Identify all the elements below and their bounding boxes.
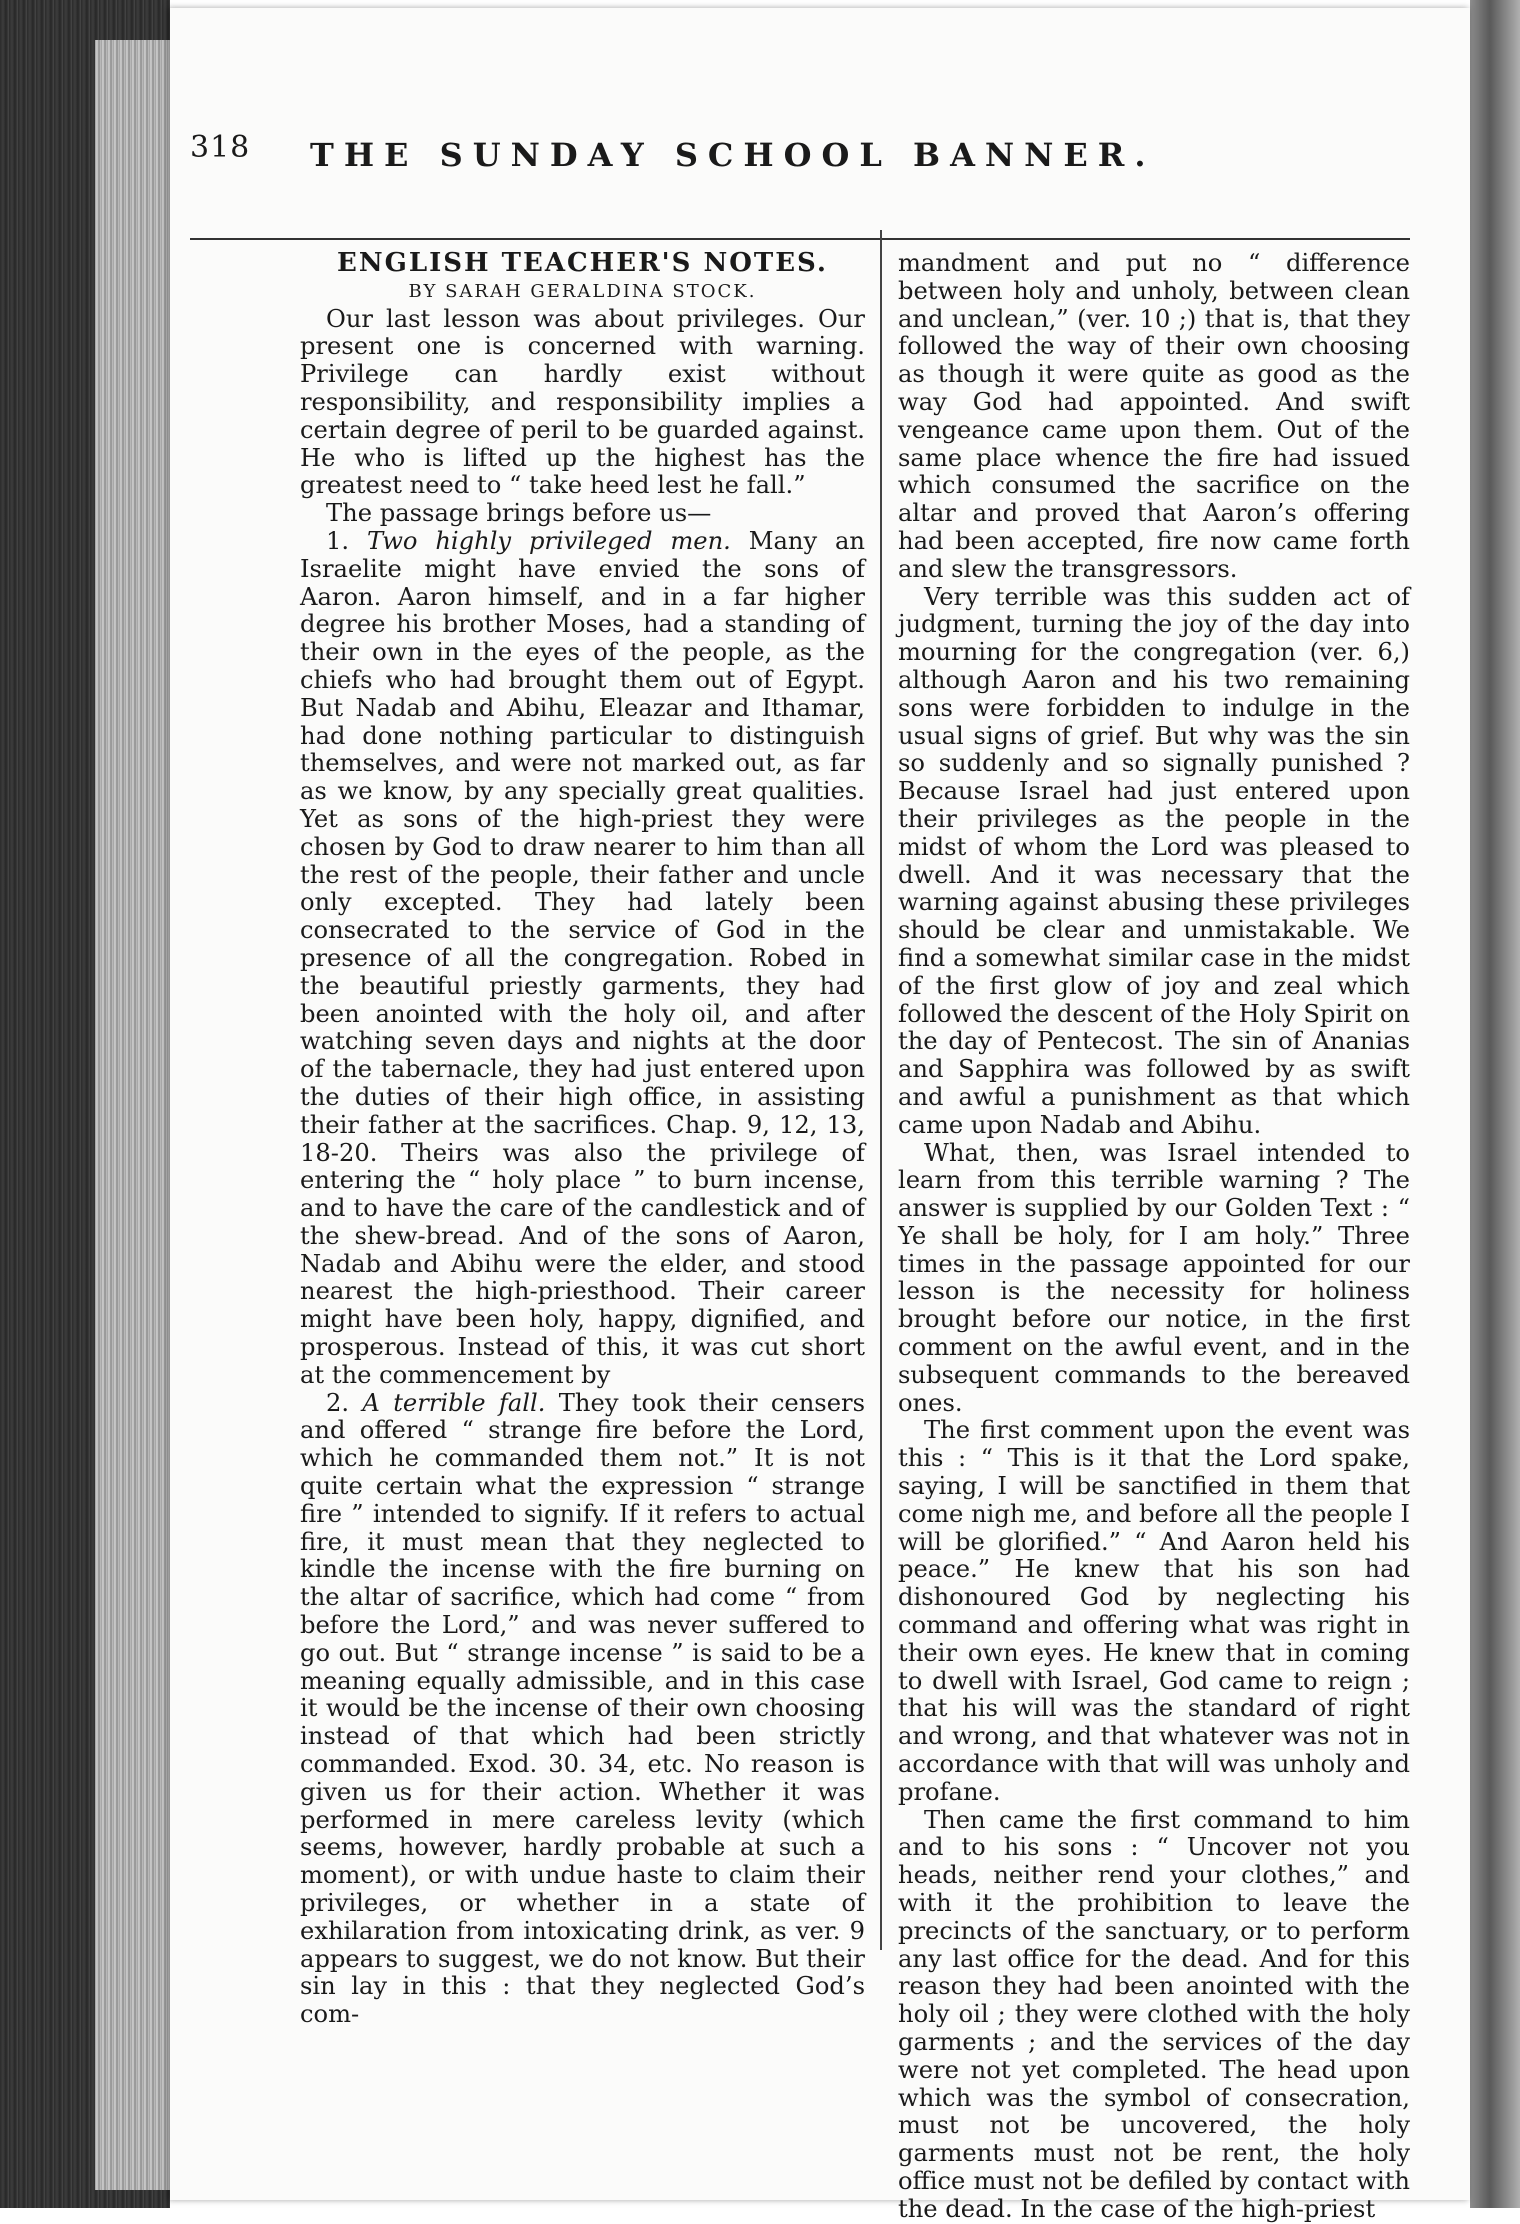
page-number: 318 — [190, 130, 251, 165]
paragraph: Our last lesson was about privileges. Our present one is concerned with warning. Privilege can hardly exist without responsibility, and responsibility implies a certain degree of peril to be guarded against. He who is lifted up the highest has the greatest need to “ take heed lest he fall.” — [300, 304, 865, 500]
paragraph: What, then, was Israel intended to learn from this terrible warning ? The answer is supplied by our Golden Text : “ Ye shall be holy, for I am holy.” Three times in the passage appointed for our lesson is the necessity for holiness brought before our notice, in the first comment on the awful event, and in the subsequent commands to the bereaved ones. — [898, 1138, 1410, 1417]
paragraph: Then came the first command to him and to his sons : “ Uncover not you heads, neither rend your clothes,” and with it the prohibition to leave the precincts of the sanctuary, or to perform any last office for the dead. And for this reason they had been anointed with the holy oil ; they were clothed with the holy garments ; and the services of the day were not yet completed. The head upon which was the symbol of consecration, must not be uncovered, the holy garments must not be rent, the holy office must not be defiled by contact with the dead. In the case of the high-priest — [898, 1805, 1410, 2223]
paragraph: Very terrible was this sudden act of judgment, turning the joy of the day into mourning for the congregation (ver. 6,) although Aaron and his two remaining sons were forbidden to indulge in the usual signs of grief. But why was the sin so suddenly and so signally punished ? Because Israel had just entered upon their privileges as the people in the midst of whom the Lord was pleased to dwell. And it was necessary that the warning against abusing these privileges should be clear and unmistakable. We find a somewhat similar case in the midst of the first glow of joy and zeal which followed the descent of the Holy Spirit on the day of Pentecost. The sin of Ananias and Sapphira was followed by as swift and awful a punishment as that which came upon Nadab and Abihu. — [898, 582, 1410, 1139]
book-page-stack — [95, 40, 180, 2190]
article-byline: BY SARAH GERALDINA STOCK. — [408, 280, 757, 302]
numbered-paragraph — [300, 528, 865, 1390]
right-column — [898, 250, 1410, 2224]
section-heading: Two highly privileged men. — [366, 526, 731, 555]
paragraph-text: They took their censers and offered “ strange fire before the Lord, which he commanded them not.” It is not quite certain what the expression “ strange fire ” intended to signify. If it refers to actual fire, it must mean that they neglected to kindle the incense with the fire burning on the altar of sacrifice, which had come “ from before the Lord,” and was never suffered to go out. But “ strange incense ” is said to be a meaning equally admissible, and in this case it would be the incense of their own choosing instead of that which had been strictly commanded. Exod. 30. 34, etc. No reason is given us for their action. Whether it was performed in mere careless levity (which seems, however, hardly probable at such a moment), or with undue haste to claim their privileges, or whether in a state of exhilaration from intoxicating drink, as ver. 9 appears to suggest, we do not know. But their sin lay in this : that they neglected God’s com- — [300, 1388, 865, 2029]
item-number: 2. — [326, 1388, 350, 1417]
item-number: 1. — [326, 526, 350, 555]
paragraph-text: Many an Israelite might have envied the sons of Aaron. Aaron himself, and in a far higher degree his brother Moses, had a standing of their own in the eyes of the people, as the chiefs who had brought them out of Egypt. But Nadab and Abihu, Eleazar and Ithamar, had done nothing particular to distinguish themselves, and were not marked out, as far as we know, by any specially great qualities. Yet as sons of the high-priest they were chosen by God to draw nearer to him than all the rest of the people, their father and uncle only excepted. They had lately been consecrated to the service of God in the presence of all the congregation. Robed in the beautiful priestly garments, they had been anointed with the holy oil, and after watching seven days and nights at the door of the tabernacle, they had just entered upon the duties of their high office, in assisting their father at the sacrifices. Chap. 9, 12, 13, 18-20. Theirs was also the privilege of entering the “ holy place ” to burn incense, and to have the care of the candlestick and of the shew-bread. And of the sons of Aaron, Nadab and Abihu were the elder, and stood nearest the high-priesthood. Their career might have been holy, happy, dignified, and prosperous. Instead of this, it was cut short at the commencement by — [300, 526, 865, 1389]
paragraph: The passage brings before us— — [326, 499, 712, 528]
book-right-edge — [1470, 0, 1520, 2208]
left-column — [300, 250, 865, 2029]
section-heading: A terrible fall. — [362, 1388, 546, 1417]
header-rule — [190, 238, 1410, 240]
running-title: THE SUNDAY SCHOOL BANNER. — [310, 136, 1156, 174]
numbered-paragraph — [300, 1390, 865, 2029]
column-divider — [880, 230, 882, 1950]
paragraph: mandment and put no “ difference between holy and unholy, between clean and unclean,” (ver. 10 ;) that is, that they followed the way of their own choosing as though it were quite as good as the way God had appointed. And swift vengeance came upon them. Out of the same place whence the fire had issued which consumed the sacrifice on the altar and proved that Aaron’s offering had been accepted, fire now came forth and slew the transgressors. — [898, 249, 1410, 583]
paragraph: The first comment upon the event was this : “ This is it that the Lord spake, saying, I will be sanctified in them that come nigh me, and before all the people I will be glorified.” “ And Aaron held his peace.” He knew that his son had dishonoured God by neglecting his command and offering what was right in their own eyes. He knew that in coming to dwell with Israel, God came to reign ; that his will was the standard of right and wrong, and that whatever was not in accordance with that will was unholy and profane. — [898, 1416, 1410, 1806]
page-header — [190, 130, 1340, 190]
article-title: ENGLISH TEACHER'S NOTES. — [337, 248, 828, 278]
